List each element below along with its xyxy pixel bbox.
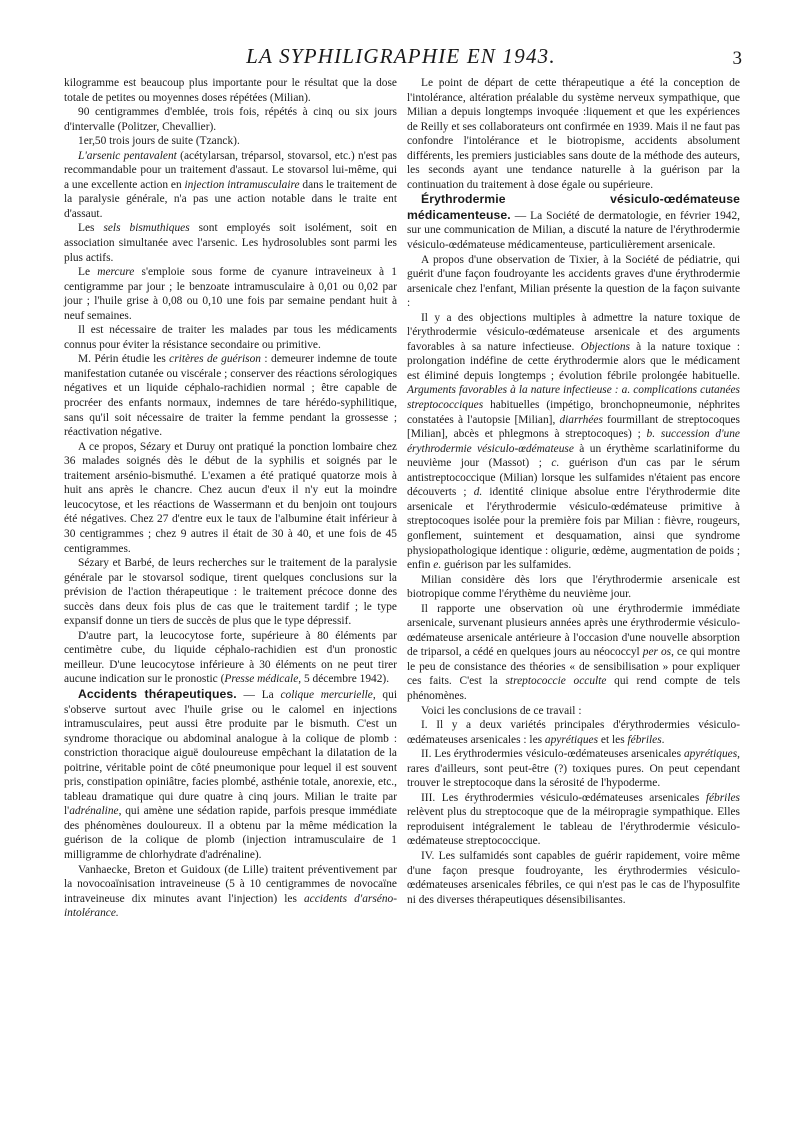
text-run: Les [78, 222, 104, 235]
text-run: Il rapporte une observation où une érythrodermie immédiate arsenicale, survenant plusieurs années après une érythrodermie vésiculo-œdémateuse arsenicale antérieure à l'occasion d'une nouvelle absorption de triparsol, a cédé en quelques jours au néococcyl [407, 602, 740, 659]
text-run: qui rend compte de tels phénomènes. [407, 675, 740, 702]
emphasis: streptococcie occulte [505, 675, 607, 688]
text-run: à la nature toxique : prolongation indéfine de cette érythrodermie alors que le médicament est éliminé depuis longtemps ; évolution fébrile prolongée habituelle. [407, 340, 740, 382]
text-run: — La Société de dermatologie, en février 1942, sur une communication de Milian, a discuté la nature de l'érythrodermie vésiculo-œdémateuse médicamenteuse, particulièrement arsenicale. [407, 209, 740, 252]
emphasis: critères de guérison [169, 353, 261, 366]
text-run: sont employés soit isolément, soit en association simultanée avec l'arsenic. Les hydrosolubles sont parmi les plus actifs. [64, 222, 397, 264]
text-run: s'emploie sous forme de cyanure intraveineux à 1 centigramme par jour ; le benzoate intramusculaire à 0,01 ou 0,02 par jour ; l'huile grise à 0,08 ou 0,10 une fois par semaine pendant huit à neuf semaines. [64, 266, 397, 322]
paragraph [64, 863, 397, 921]
paragraph [407, 791, 740, 849]
text-run: et les [598, 733, 628, 746]
paragraph: 90 centigrammes d'emblée, trois fois, répétés à cinq ou six jours d'intervalle (Politzer, Chevallier). [64, 106, 397, 133]
paragraph [407, 747, 740, 791]
left-column [64, 76, 397, 921]
paragraph: 1er,50 trois jours de suite (Tzanck). [78, 135, 240, 148]
text-run: I. Il y a deux variétés principales d'érythrodermies vésiculo-œdémateuses arsenicales : les [407, 719, 740, 746]
emphasis: fébriles [627, 733, 662, 746]
paragraph: A ce propos, Sézary et Duruy ont pratiqué la ponction lombaire chez 36 malades soignés dès le début de la syphilis et soignés par le traitement arsénio-bismuthé. L'examen a été pratiqué quatorze mois à huit ans après le chancre. Chez aucun d'eux il n'y eut la moindre leucocytose, et les réactions de Wassermann et du benjoin ont toujours été négatives. Chez 27 d'entre eux le taux de l'albumine était inférieur à 30 centigrammes ; chez 9 autres il était de 30 à 40, et une fois de 45 centigrammes. [64, 440, 397, 555]
paragraph [64, 629, 397, 687]
text-run: , qui amène une sédation rapide, parfois presque immédiate des phénomènes douloureux. Il a obtenu par la même médication la guérison de la colique de plomb (injection intramusculaire de 1 milligramme de chlorhydrate d'adrénaline). [64, 805, 397, 861]
section-heading: Érythrodermie vésiculo-œdémateuse médicamenteuse. [407, 192, 740, 222]
paragraph [64, 149, 397, 222]
paragraph: Voici les conclusions de ce travail : [421, 704, 582, 717]
emphasis: L'arsenic pentavalent [78, 149, 177, 162]
emphasis: b. succession d'une érythrodermie vésiculo-œdémateuse [407, 428, 740, 455]
text-run: , rares d'ailleurs, sont peut-être (?) toxiques pures. On peut cependant trouver le streptocoque dans la sérosité de l'hypoderme. [407, 748, 740, 790]
text-run: , ce qui montre le peu de consistance des théories « de sensibilisation » pour expliquer ces faits. C'est la [407, 646, 740, 688]
text-run: , 5 décembre 1942). [298, 673, 390, 686]
emphasis: Presse médicale [224, 673, 299, 686]
emphasis: Objections [580, 340, 630, 353]
text-run: II. Les érythrodermies vésiculo-œdémateuses arsenicales [421, 748, 684, 761]
emphasis: colique mercurielle [280, 688, 373, 701]
paragraph [64, 265, 397, 323]
text-run: Le [78, 266, 98, 279]
text-run: identité clinique absolue entre l'érythrodermie dite arsenicale et l'érythrodermie vésiculo-œdémateuse primitive à streptocoques isolée pour la première fois par Milian : fièvre, rougeurs, gonflement, suintement et desquamation, ainsi que syndrome physiopathologique identique : oligurie, œdème, augmentation de poids ; enfin [407, 486, 740, 572]
right-column [407, 76, 740, 907]
emphasis: adrénaline [69, 805, 119, 818]
paragraph: Sézary et Barbé, de leurs recherches sur le traitement de la paralysie générale par le stovarsol sodique, tirent quelques conclusions sur la prévision de l'action thérapeutique : le traitement précoce donne des succès dans deux fois plus de cas que le traitement tardif ; le type expansif donne un tiers de succès de plus que le type dépressif. [64, 557, 397, 628]
text-run: D'autre part, la leucocytose forte, supérieure à 80 éléments par centimètre cube, du liquide céphalo-rachidien est d'un pronostic meilleur. D'une leucocytose inférieure à 30 éléments on ne peut tirer aucune indication sur le pronostic ( [64, 629, 397, 686]
text-run: : demeurer indemne de toute manifestation cutanée ou viscérale ; conserver des réactions sérologiques négatives et un liquide céphalo-rachidien normal ; être capable de procréer des enfants normaux, indemnes de tare hérédo-syphilitique, sans qu'il soit nécessaire de traiter la femme pendant la grossesse ; réactivation négative. [64, 353, 397, 439]
paragraph [407, 718, 740, 747]
emphasis: injection intramusculaire [184, 178, 300, 191]
text-run: guérison d'un cas par le sérum antistreptococcique (Milian) lorsque les sulfamides n'étaient pas encore découverts ; [407, 457, 740, 499]
emphasis: e. [433, 559, 442, 572]
paragraph [64, 687, 397, 863]
text-run: fourmillant de streptocoques [Milian], abcès et phlegmons à streptocoques) ; [407, 413, 740, 441]
emphasis: mercure [97, 266, 135, 279]
text-run: Il y a des objections multiples à admettre la nature toxique de l'érythrodermie vésiculo-œdémateuse arsenicale et des arguments favorables à sa nature infectieuse. [407, 311, 740, 353]
paragraph [407, 602, 740, 704]
text-run: dans le traitement de la paralysie générale, n'a pas une action notable dans le traite ent d'assaut. [64, 178, 397, 220]
page-number: 3 [732, 48, 742, 69]
text-run: guérison par les sulfamides. [441, 559, 572, 572]
page-header [60, 44, 742, 74]
emphasis: d. [473, 486, 483, 499]
paragraph: Il est nécessaire de traiter les malades par tous les médicaments connus pour éviter la résistance secondaire ou primitive. [64, 324, 397, 351]
paragraph [64, 221, 397, 265]
text-run: relèvent plus du streptocoque que de la méiropragie sympathique. Elles reproduisent intégralement le tableau de l'érythrodermie vésiculo-œdémateuse streptococcique. [407, 806, 740, 848]
section-heading: Accidents thérapeutiques. [78, 686, 237, 701]
text-run: habituelles (impétigo, bronchopneumonie, néphrites constatées à l'autopsie [Milian], [407, 399, 740, 426]
paragraph: kilogramme est beaucoup plus importante pour le résultat que la dose totale de petites ou moyennes doses répétées (Milian). [64, 77, 397, 104]
text-run: — La [236, 688, 281, 701]
paragraph: IV. Les sulfamidés sont capables de guérir rapidement, voire même d'une façon presque foudroyante, les érythrodermies vésiculo-œdémateuses arsenicales fébriles, ce qui n'est pas le cas de l'hyposulfite ni des diverses thérapeutiques désensibilisantes. [407, 849, 740, 906]
text-run: M. Périn étudie les [78, 353, 170, 366]
text-run: III. Les érythrodermies vésiculo-œdémateuses arsenicales [421, 791, 706, 804]
text-run: à un érythème scarlatiniforme du neuvième jour (Massot) ; [407, 442, 740, 470]
paragraph: Milian considère dès lors que l'érythrodermie arsenicale est biotropique comme l'érythème du neuvième jour. [407, 573, 740, 601]
emphasis: apyrétiques [683, 748, 738, 761]
emphasis: diarrhées [559, 413, 603, 426]
emphasis: accidents d'arséno-intolérance. [64, 892, 398, 920]
paragraph [407, 311, 740, 573]
running-title: LA SYPHILIGRAPHIE EN 1943. [246, 44, 556, 68]
paragraph: Le point de départ de cette thérapeutique a été la conception de l'intolérance, altération préalable du système nerveux sympathique, que Milian a depuis longtemps invoquée :liquement et que les expériences de Reilly et ses collaborateurs ont confirmée en 1939. Mais il ne faut pas confondre l'intolérance et le biotropisme, accidents absolument différents, les premiers justiciables sans doute de la méthode des auteurs, les seconds ayant une tendance naturelle à la guérison par la continuation du traitement à dose égale ou supérieure. [407, 77, 740, 191]
text-run: (acétylarsan, tréparsol, stovarsol, etc.) n'est pas recommandable pour un traitement d'assaut. Le stovarsol lui-même, qui a une excellente action en [64, 149, 397, 191]
paragraph [407, 192, 740, 252]
paragraph [64, 352, 397, 439]
emphasis: Arguments favorables à la nature infectieuse : a. complications cutanées streptococciques [407, 384, 740, 412]
paragraph: A propos d'une observation de Tixier, à la Société de pédiatrie, qui guérit d'une façon foudroyante les accidents graves d'une érythrodermie arsenicale chez l'enfant, Milian présente la question de la façon suivante : [407, 253, 740, 310]
emphasis: c. [551, 457, 560, 470]
emphasis: per os [642, 646, 672, 659]
emphasis: fébriles [705, 791, 740, 804]
emphasis: apyrétiques [544, 733, 599, 746]
text-run: . [661, 733, 665, 746]
text-run: , qui s'observe surtout avec l'huile grise ou le calomel en injections intramusculaires, peut aussi être produite par le bismuth. C'est un syndrome thoracique ou abdominal analogue à la colique de plomb : constriction thoracique aiguë douloureuse empêchant la dilatation de la poitrine, véritable point de côté pneumonique pour lequel il est souvent pris, constipation opiniâtre, facies plombé, asthénie totale, anorexie, etc., tableau dramatique qui dure quatre à cinq jours. Milian le traite par l' [64, 688, 397, 818]
emphasis: sels bismuthiques [103, 222, 190, 235]
text-run: Vanhaecke, Breton et Guidoux (de Lille) traitent préventivement par la novocoaïnisation intraveineuse (5 à 10 centigrammes de novocaïne intraveineuse dix minutes avant l'injection) les [64, 863, 397, 905]
